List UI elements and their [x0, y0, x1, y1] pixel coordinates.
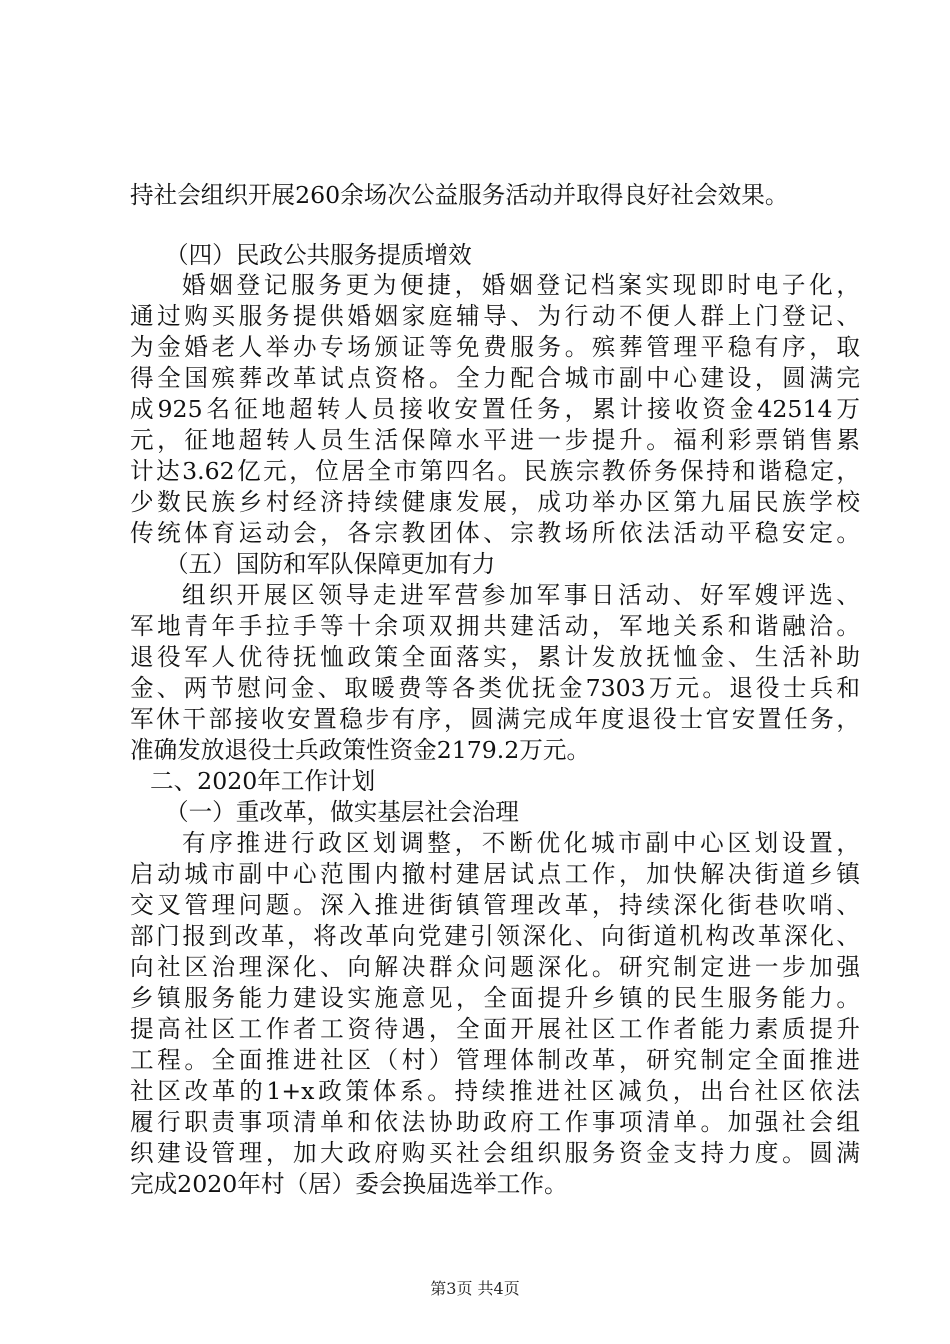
text-line: 军地青年手拉手等十余项双拥共建活动，军地关系和谐融洽。: [130, 612, 860, 640]
text-line: 金、两节慰问金、取暖费等各类优抚金7303万元。退役士兵和: [130, 674, 860, 702]
text-line: 部门报到改革，将改革向党建引领深化、向街道机构改革深化、: [130, 922, 860, 950]
text-line: 工程。全面推进社区（村）管理体制改革，研究制定全面推进: [130, 1046, 860, 1074]
text-line: 得全国殡葬改革试点资格。全力配合城市副中心建设，圆满完: [130, 364, 860, 392]
text-line: 履行职责事项清单和依法协助政府工作事项清单。加强社会组: [130, 1108, 860, 1136]
text-line: 交叉管理问题。深入推进街镇管理改革，持续深化街巷吹哨、: [130, 891, 860, 919]
section-heading-1: （一）重改革，做实基层社会治理: [165, 798, 519, 826]
text-line: 持社会组织开展260余场次公益服务活动并取得良好社会效果。: [130, 181, 789, 209]
text-line: 准确发放退役士兵政策性资金2179.2万元。: [130, 736, 591, 764]
text-line: 计达3.62亿元，位居全市第四名。民族宗教侨务保持和谐稳定，: [130, 457, 860, 485]
text-line: 织建设管理，加大政府购买社会组织服务资金支持力度。圆满: [130, 1139, 860, 1167]
text-line: 社区改革的1+x政策体系。持续推进社区减负，出台社区依法: [130, 1077, 860, 1105]
section-heading-5: （五）国防和军队保障更加有力: [165, 550, 496, 578]
text-line: 为金婚老人举办专场颁证等免费服务。殡葬管理平稳有序，取: [130, 333, 860, 361]
text-line: 乡镇服务能力建设实施意见，全面提升乡镇的民生服务能力。: [130, 984, 860, 1012]
text-line: 提高社区工作者工资待遇，全面开展社区工作者能力素质提升: [130, 1015, 860, 1043]
text-line: 有序推进行政区划调整，不断优化城市副中心区划设置，: [182, 829, 860, 857]
section-heading-4: （四）民政公共服务提质增效: [165, 241, 472, 269]
text-line: 婚姻登记服务更为便捷，婚姻登记档案实现即时电子化，: [182, 271, 860, 299]
text-line: 少数民族乡村经济持续健康发展，成功举办区第九届民族学校: [130, 488, 860, 516]
page-number-footer: 第3页 共4页: [430, 1279, 520, 1298]
text-line: 传统体育运动会，各宗教团体、宗教场所依法活动平稳安定。: [130, 519, 860, 547]
text-line: 完成2020年村（居）委会换届选举工作。: [130, 1170, 568, 1198]
text-line: 军休干部接收安置稳步有序，圆满完成年度退役士官安置任务，: [130, 705, 860, 733]
text-line: 退役军人优待抚恤政策全面落实，累计发放抚恤金、生活补助: [130, 643, 860, 671]
text-line: 成925名征地超转人员接收安置任务，累计接收资金42514万: [130, 395, 860, 423]
text-line: 通过购买服务提供婚姻家庭辅导、为行动不便人群上门登记、: [130, 302, 860, 330]
text-line: 组织开展区领导走进军营参加军事日活动、好军嫂评选、: [182, 581, 860, 609]
chapter-heading: 二、2020年工作计划: [150, 767, 376, 795]
text-line: 元，征地超转人员生活保障水平进一步提升。福利彩票销售累: [130, 426, 860, 454]
text-line: 向社区治理深化、向解决群众问题深化。研究制定进一步加强: [130, 953, 860, 981]
text-line: 启动城市副中心范围内撤村建居试点工作，加快解决街道乡镇: [130, 860, 860, 888]
